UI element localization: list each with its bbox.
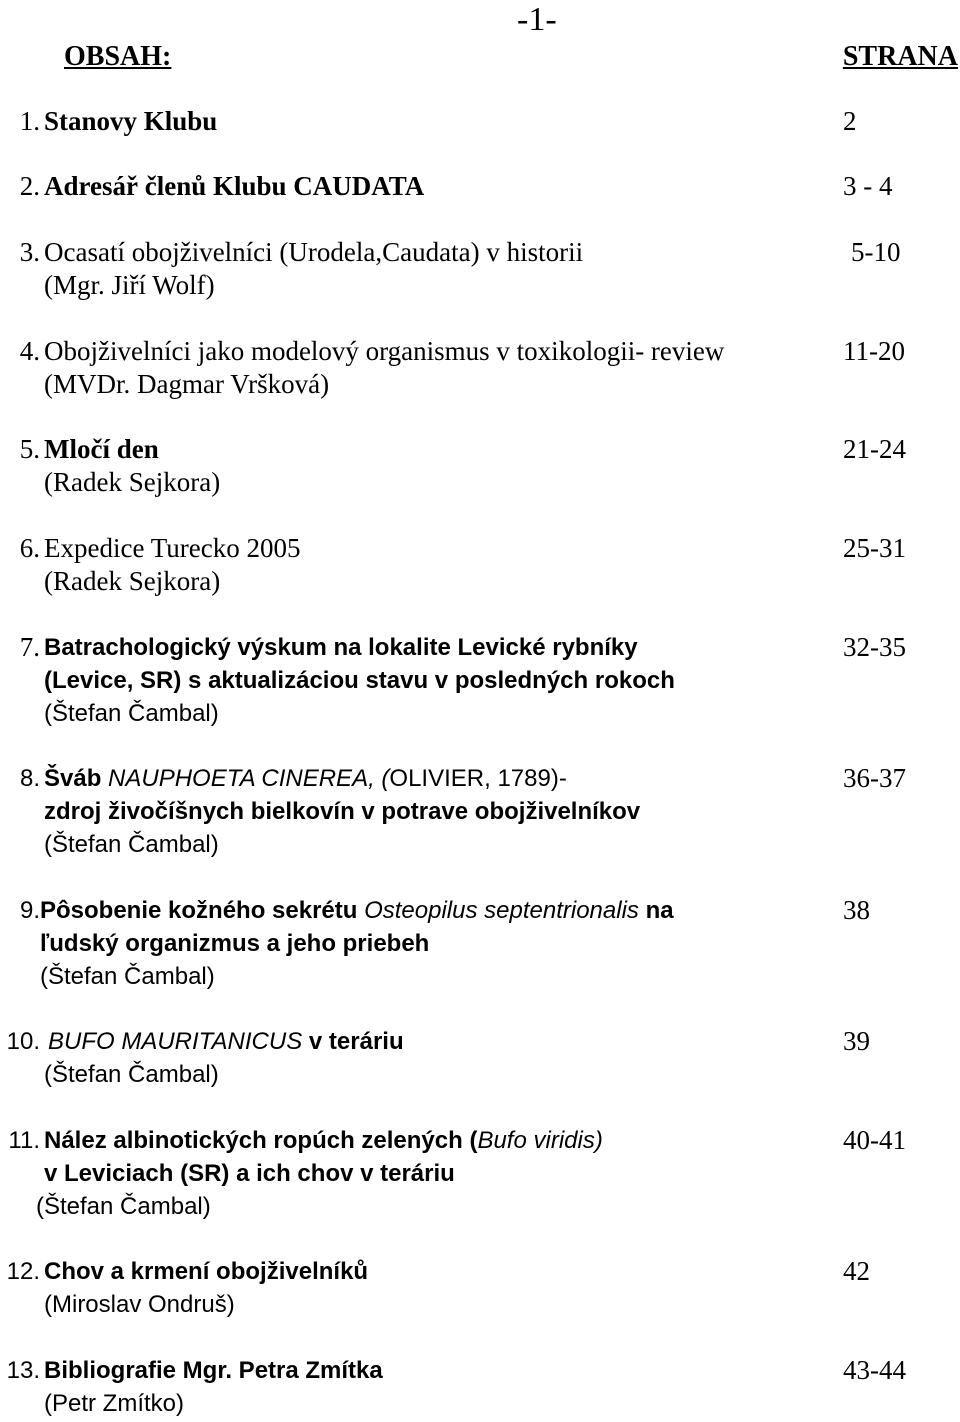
- entry-title-species: NAUPHOETA CINEREA, (: [108, 765, 390, 792]
- entry-pages: 36-37: [843, 763, 906, 793]
- entry-pages: 5-10: [851, 237, 901, 267]
- entry-author: (Radek Sejkora): [44, 566, 221, 596]
- entry-number: 11.: [8, 1127, 40, 1154]
- entry-title: Ocasatí obojživelníci (Urodela,Caudata) v historii: [44, 237, 584, 267]
- entry-title: Chov a krmení obojživelníků: [44, 1258, 369, 1285]
- entry-title: [44, 1124, 603, 1157]
- entry-number: 1.: [19, 106, 40, 136]
- entry-title-part: Pôsobenie kožného sekrétu: [40, 897, 365, 924]
- contents-heading: OBSAH:: [64, 41, 172, 72]
- entry-pages: 2: [843, 106, 857, 136]
- entry-title-part: OLIVIER, 1789)-: [389, 765, 567, 792]
- entry-pages: 32-35: [843, 632, 906, 662]
- toc-entry-10: [0, 1025, 960, 1091]
- page-column-heading: STRANA: [842, 41, 958, 72]
- entry-pages: 40-41: [843, 1125, 906, 1155]
- toc-entry-9: [0, 894, 960, 993]
- entry-number: 4.: [19, 336, 40, 366]
- entry-pages: 3 - 4: [843, 171, 893, 201]
- entry-number: 9.: [19, 897, 40, 924]
- toc-entry-2: [0, 170, 960, 203]
- entry-title-continued: zdroj živočíšnych bielkovín v potrave obojživelníkov: [44, 798, 641, 825]
- entry-author: (Radek Sejkora): [44, 467, 221, 497]
- entry-title-continued: (Levice, SR) s aktualizáciou stavu v posledných rokoch: [44, 667, 675, 694]
- entry-number: 7.: [19, 632, 40, 662]
- toc-entry-13: [0, 1354, 960, 1420]
- entry-pages: 39: [843, 1026, 870, 1056]
- entry-title-species: Osteopilus septentrionalis: [364, 897, 639, 924]
- entry-number: 2.: [19, 171, 40, 201]
- entry-pages: 11-20: [843, 336, 905, 366]
- entry-title: Bibliografie Mgr. Petra Zmítka: [44, 1357, 383, 1384]
- entry-title-species: BUFO MAURITANICUS: [48, 1028, 303, 1055]
- entry-title: Adresář členů Klubu CAUDATA: [44, 171, 425, 201]
- entry-title: [44, 762, 567, 795]
- entry-pages: 42: [843, 1256, 870, 1286]
- entry-pages: 21-24: [843, 434, 906, 464]
- entry-title: [48, 1025, 404, 1058]
- entry-title: Obojživelníci jako modelový organismus v toxikologii- review: [44, 336, 725, 366]
- entry-author: (Mgr. Jiří Wolf): [44, 270, 215, 300]
- toc-entry-12: [0, 1255, 960, 1321]
- toc-entry-8: [0, 762, 960, 861]
- entry-title: Mločí den: [44, 434, 159, 464]
- entry-author: (Štefan Čambal): [36, 1193, 211, 1220]
- entry-title-continued: v Leviciach (SR) a ich chov v teráriu: [44, 1160, 455, 1187]
- toc-entry-11: [0, 1124, 960, 1223]
- entry-title-species: Bufo viridis): [477, 1127, 603, 1154]
- entry-number: 10.: [6, 1028, 40, 1055]
- entry-author: (Štefan Čambal): [44, 831, 219, 858]
- toc-entry-6: [0, 532, 960, 598]
- entry-number: 8.: [19, 765, 40, 792]
- toc-entry-1: [0, 105, 960, 138]
- entry-title: Expedice Turecko 2005: [44, 533, 301, 563]
- page-number: -1-: [517, 1, 557, 38]
- entry-pages: 43-44: [843, 1355, 906, 1385]
- entry-number: 5.: [19, 434, 40, 464]
- entry-title: Stanovy Klubu: [44, 106, 218, 136]
- entry-number: 6.: [19, 533, 40, 563]
- entry-title: [40, 894, 674, 927]
- entry-author: (MVDr. Dagmar Vršková): [44, 369, 330, 399]
- entry-title-part: Šváb: [44, 765, 109, 792]
- toc-entry-4: [0, 335, 960, 401]
- entry-number: 3.: [19, 237, 40, 267]
- entry-title-part: na: [638, 897, 674, 924]
- entry-title: Batrachologický výskum na lokalite Levické rybníky: [44, 634, 638, 661]
- entry-author: (Štefan Čambal): [44, 1061, 219, 1088]
- entry-number: 13.: [6, 1357, 40, 1384]
- toc-entry-3: [0, 236, 960, 302]
- entry-title-continued: ľudský organizmus a jeho priebeh: [40, 930, 430, 957]
- entry-author: (Petr Zmítko): [44, 1390, 185, 1417]
- entry-title-part: Nález albinotických ropúch zelených (: [44, 1127, 478, 1154]
- toc-entry-7: [0, 631, 960, 730]
- toc-entry-5: [0, 433, 960, 499]
- entry-author: (Miroslav Ondruš): [44, 1291, 235, 1318]
- entry-author: (Štefan Čambal): [44, 700, 219, 727]
- entry-title-part: v teráriu: [302, 1028, 404, 1055]
- entry-number: 12.: [6, 1258, 40, 1285]
- entry-author: (Štefan Čambal): [40, 963, 215, 990]
- entry-pages: 25-31: [843, 533, 906, 563]
- entry-pages: 38: [843, 895, 870, 925]
